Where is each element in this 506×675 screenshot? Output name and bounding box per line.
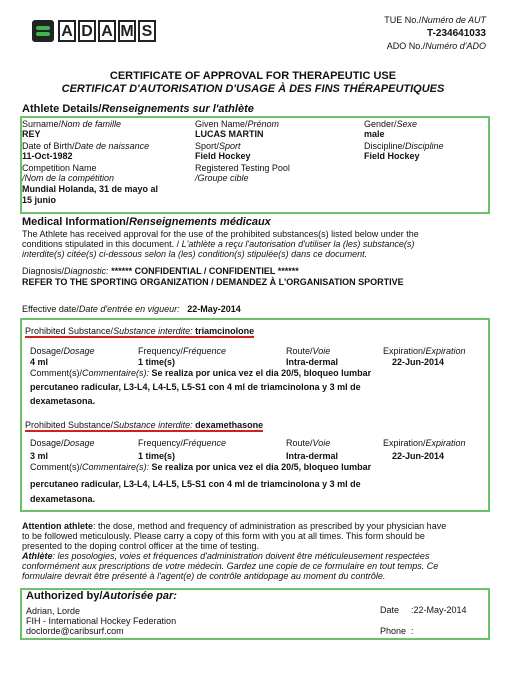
medical-section-title: Medical Information/Renseignements médicaux: [22, 216, 271, 228]
surname-label: Surname/Nom de famille: [22, 119, 122, 129]
authorized-phone-value: :: [411, 626, 414, 636]
substance-1-comment-3: dexametasona.: [30, 396, 96, 406]
substance-2-expiration-label: Expiration/Expiration: [383, 438, 466, 448]
substance-2-dosage: 3 ml: [30, 451, 49, 461]
substance-2-route: Intra-dermal: [286, 451, 339, 461]
authorized-phone-label: Phone: [380, 626, 407, 636]
medical-text-2: conditions stipulated in this document. / L'athlète a reçu l'autorisation d'utiliser la (les) substance(s): [22, 239, 415, 249]
substance-1-frequency: 1 time(s): [138, 357, 176, 367]
substance-1-route-label: Route/Voie: [286, 346, 331, 356]
dob-label: Date of Birth/Date de naissance: [22, 141, 150, 151]
authorized-title: Authorized by/Autorisée par:: [26, 590, 177, 602]
sport-label: Sport/Sport: [195, 141, 241, 151]
attention-fr-1: Athlète: les posologies, voies et fréquences d'administration doivent être méticuleusement respectées: [22, 551, 430, 561]
certificate-title-fr: CERTIFICAT D'AUTORISATION D'USAGE À DES FINS THÉRAPEUTIQUES: [61, 83, 445, 95]
given-name-label: Given Name/Prénom: [195, 119, 280, 129]
dob-value: 11-Oct-1982: [22, 151, 73, 161]
substance-1-comment-2: percutaneo radicular, L3-L4, L4-L5, L5-S1 con 4 ml de triamcinolona y 3 ml de: [30, 382, 361, 392]
refer-line: REFER TO THE SPORTING ORGANIZATION / DEMANDEZ À L'ORGANISATION SPORTIVE: [22, 277, 404, 287]
substance-1-name: triamcinolone: [195, 326, 255, 336]
effective-date-line: Effective date/Date d'entrée en vigueur: 22-May-2014: [22, 304, 241, 314]
substance-1-label: Prohibited Substance/Substance interdite: triamcinolone: [25, 326, 255, 336]
competition-value-2: 15 junio: [22, 195, 57, 205]
authorizer-org: FIH - International Hockey Federation: [26, 616, 177, 626]
competition-label-fr: /Nom de la compétition: [22, 173, 115, 183]
attention-en-1: Attention athlete: the dose, method and frequency of administration as prescribed by your physician have: [22, 521, 447, 531]
authorized-date-value: :22-May-2014: [411, 605, 467, 615]
medical-text-3: interdite(s) citée(s) ci-dessous selon la (les) condition(s) stipulée(s) dans ce document.: [22, 249, 368, 259]
attention-fr-3: formulaire devrait être présenté à l'agent(e) de contrôle antidopage au moment du contrôle.: [22, 571, 386, 581]
surname-value: REY: [22, 129, 41, 139]
discipline-label: Discipline/Discipline: [364, 141, 444, 151]
substance-1-frequency-label: Frequency/Fréquence: [138, 346, 227, 356]
substance-1-expiration-label: Expiration/Expiration: [383, 346, 466, 356]
substance-2-name: dexamethasone: [195, 420, 264, 430]
substance-1-comment: Comment(s)/Commentaire(s): Se realiza por unica vez el dia 20/5, bloqueo lumbar: [30, 368, 372, 378]
rtp-label-fr: /Groupe cible: [195, 173, 249, 183]
substance-1-route: Intra-dermal: [286, 357, 339, 367]
medical-text-1: The Athlete has received approval for the use of the prohibited substances(s) listed below under the: [22, 229, 419, 239]
substance-2-comment-3: dexametasona.: [30, 494, 96, 504]
gender-value: male: [364, 129, 385, 139]
attention-en-3: presented to the doping control officer at the time of testing.: [22, 541, 259, 551]
discipline-value: Field Hockey: [364, 151, 420, 161]
substance-2-label: Prohibited Substance/Substance interdite: dexamethasone: [25, 420, 264, 430]
attention-en-2: to be followed meticulously. Please carry a copy of this form with you at all times. This form should be: [22, 531, 425, 541]
tue-number: T-234641033: [427, 28, 486, 39]
rtp-label: Registered Testing Pool: [195, 163, 290, 173]
competition-value: Mundial Holanda, 31 de mayo al: [22, 184, 159, 194]
athlete-section-title: Athlete Details/Renseignements sur l'athlète: [22, 103, 254, 115]
substance-1-dosage: 4 ml: [30, 357, 49, 367]
substance-2-comment-2: percutaneo radicular, L3-L4, L4-L5, L5-S1 con 4 ml de triamcinolona y 3 ml de: [30, 479, 361, 489]
substance-2-frequency-label: Frequency/Fréquence: [138, 438, 227, 448]
effective-date-value: 22-May-2014: [187, 304, 241, 314]
diagnosis-line: Diagnosis/Diagnostic: ****** CONFIDENTIAL / CONFIDENTIEL ******: [22, 266, 299, 276]
substance-2-expiration: 22-Jun-2014: [392, 451, 445, 461]
substance-2-comment: Comment(s)/Commentaire(s): Se realiza por unica vez el dia 20/5, bloqueo lumbar: [30, 462, 372, 472]
adams-logo-letters: A D A M S: [58, 20, 156, 42]
competition-label: Competition Name: [22, 163, 97, 173]
given-name-value: LUCAS MARTIN: [195, 129, 264, 139]
substance-1-dosage-label: Dosage/Dosage: [30, 346, 95, 356]
authorized-date-label: Date: [380, 605, 400, 615]
tue-block: TUE No./Numéro de AUT T-234641033 ADO No./Numéro d'ADO: [384, 15, 486, 51]
attention-fr-2: conformément aux prescriptions de votre médecin. Gardez une copie de ce formulaire en tout temps. Ce: [22, 561, 439, 571]
authorizer-email: doclorde@caribsurf.com: [26, 626, 124, 636]
substance-2-route-label: Route/Voie: [286, 438, 331, 448]
adams-logo-mark: [32, 20, 54, 42]
substance-2-dosage-label: Dosage/Dosage: [30, 438, 95, 448]
sport-value: Field Hockey: [195, 151, 251, 161]
gender-label: Gender/Sexe: [364, 119, 418, 129]
substance-2-frequency: 1 time(s): [138, 451, 176, 461]
certificate-title: CERTIFICATE OF APPROVAL FOR THERAPEUTIC USE: [109, 70, 397, 82]
substance-1-expiration: 22-Jun-2014: [392, 357, 445, 367]
adams-logo: [32, 20, 156, 42]
authorizer-name: Adrian, Lorde: [26, 606, 81, 616]
